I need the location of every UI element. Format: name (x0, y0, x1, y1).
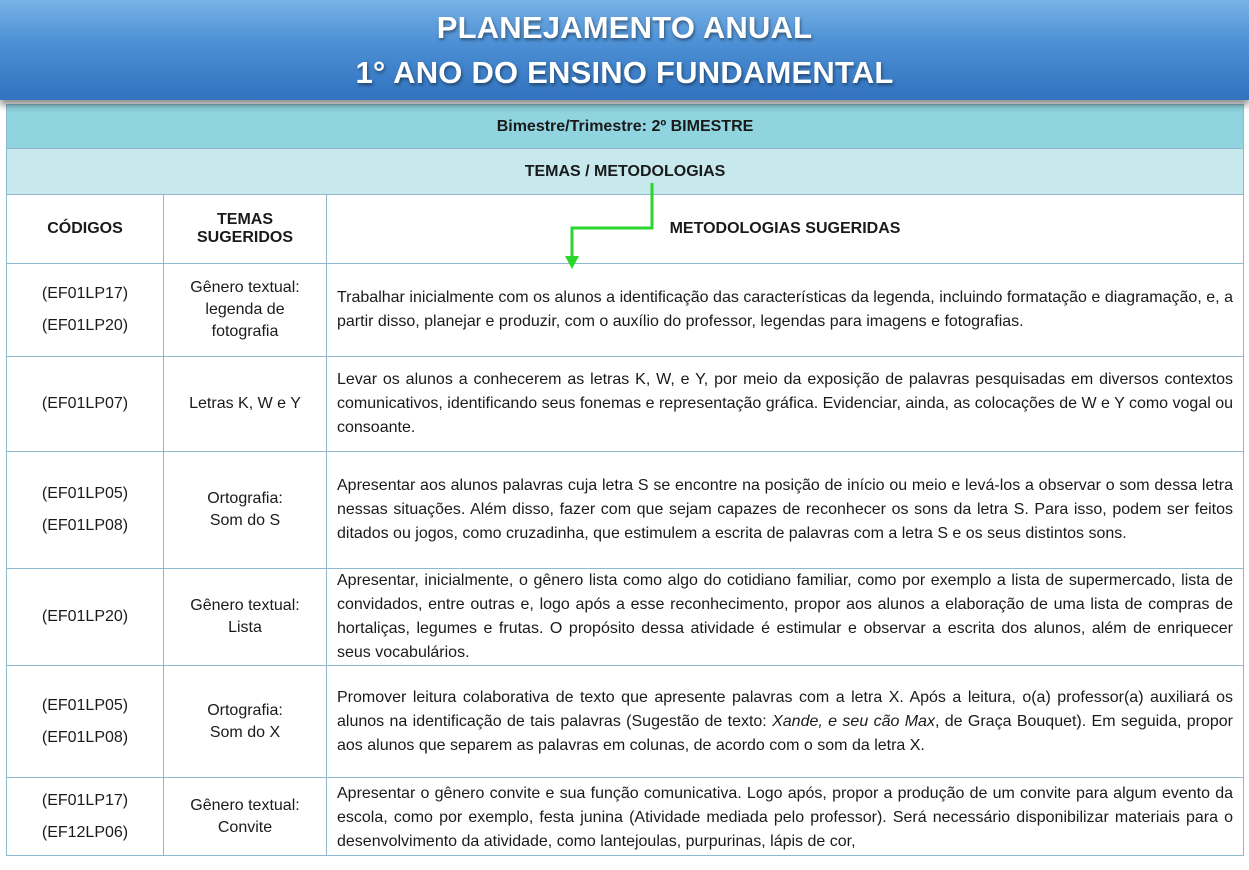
row-theme (164, 666, 327, 778)
code: (EF01LP08) (41, 728, 129, 746)
row-methodology: Apresentar aos alunos palavras cuja letra S se encontre na posição de início ou meio e levá-los a observar o som dessa letra nessas situações. Além disso, fazer com que sejam capazes de reconhecer os sons da letra S. Para isso, podem ser feitos ditados ou jogos, como cruzadinha, que estimulem a escrita de palavras com a letra S e os seus distintos sons. (327, 452, 1244, 569)
theme-line: Letras K, W e Y (189, 395, 301, 412)
column-header-row (7, 195, 1244, 264)
code: (EF01LP17) (41, 791, 129, 809)
code: (EF01LP08) (41, 517, 129, 534)
theme-line: Gênero textual: (190, 279, 300, 296)
row-theme (164, 264, 327, 357)
methodology-text-end: , de Graça Bouquet). Em seguida, propor aos alunos que separem as palavras em colunas, de acordo com o som da letra X. (337, 712, 1234, 754)
period-label: Bimestre/Trimestre: 2º BIMESTRE (7, 105, 1244, 149)
section-row (7, 149, 1244, 195)
table-row (7, 666, 1244, 778)
row-codes (7, 666, 164, 778)
row-methodology (327, 666, 1244, 778)
page-header (0, 0, 1249, 100)
code: (EF01LP05) (41, 485, 129, 502)
row-codes (7, 264, 164, 357)
row-codes (7, 778, 164, 856)
planning-table (6, 104, 1244, 856)
methodology-clip: Apresentar o gênero convite e sua função comunicativa. Logo após, propor a produção de um convite para algum evento da escola, como por exemplo, festa junina (Atividade mediada pelo professor). Será necessário disponibilizar materiais para o desenvolvimento da atividade, como lantejoulas, purpurinas, lápis de cor, (337, 785, 1234, 850)
row-methodology: Apresentar, inicialmente, o gênero lista como algo do cotidiano familiar, como por exemplo a lista de supermercado, lista de convidados, entre outras e, logo após a esse reconhecimento, propor aos alunos a elaboração de uma lista de compras de hortaliças, legumes e frutas. O propósito dessa atividade é estimular e observar a escrita dos alunos, além de enriquecer seus vocabulários. (327, 569, 1244, 666)
theme-line: Som do X (209, 723, 281, 741)
theme-line: Som do S (209, 512, 281, 529)
methods-column-header: METODOLOGIAS SUGERIDAS (327, 195, 1244, 264)
theme-line: Convite (217, 818, 273, 836)
code: (EF01LP07) (41, 395, 129, 412)
themes-header-line-2: SUGERIDOS (196, 229, 293, 246)
title-line-1: PLANEJAMENTO ANUAL (436, 10, 813, 45)
table-row (7, 264, 1244, 357)
suggested-book-title: Xande, e seu cão Max (772, 712, 935, 730)
section-label: TEMAS / METODOLOGIAS (7, 149, 1244, 195)
theme-line: legenda de (205, 301, 285, 318)
themes-header-line-1: TEMAS (217, 211, 273, 228)
period-row (7, 105, 1244, 149)
theme-line: Gênero textual: (190, 796, 300, 814)
methodology-text-start: Promover leitura colaborativa de texto que apresente palavras com a letra X. Após a leitura, o(a) professor(a) auxiliará os alunos na identificação de tais palavras (Sugestão de texto: (337, 688, 1234, 730)
row-theme (164, 357, 327, 452)
code: (EF01LP05) (41, 696, 129, 714)
code: (EF01LP20) (41, 608, 129, 625)
themes-column-header (164, 195, 327, 264)
theme-line: Lista (228, 619, 262, 636)
table-row (7, 569, 1244, 666)
theme-line: fotografia (211, 323, 279, 340)
row-theme (164, 452, 327, 569)
row-methodology (327, 778, 1244, 856)
code: (EF12LP06) (41, 823, 129, 841)
row-theme (164, 778, 327, 856)
code: (EF01LP20) (41, 317, 129, 334)
theme-line: Ortografia: (207, 490, 283, 507)
theme-line: Gênero textual: (190, 597, 300, 614)
codes-column-header: CÓDIGOS (7, 195, 164, 264)
row-methodology: Trabalhar inicialmente com os alunos a identificação das características da legenda, incluindo formatação e diagramação, e, a partir disso, planejar e produzir, com o auxílio do professor, legendas para imagens e fotografias. (327, 264, 1244, 357)
table-row (7, 452, 1244, 569)
row-methodology: Levar os alunos a conhecerem as letras K, W, e Y, por meio da exposição de palavras pesquisadas em diversos contextos comunicativos, identificando seus fonemas e representação gráfica. Evidenciar, ainda, as colocações de W e Y como vogal ou consoante. (327, 357, 1244, 452)
title-line-2: 1° ANO DO ENSINO FUNDAMENTAL (355, 55, 894, 90)
row-codes (7, 357, 164, 452)
row-codes (7, 452, 164, 569)
table-row (7, 778, 1244, 856)
theme-line: Ortografia: (207, 701, 283, 719)
table-row (7, 357, 1244, 452)
code: (EF01LP17) (41, 285, 129, 302)
row-theme (164, 569, 327, 666)
row-codes (7, 569, 164, 666)
